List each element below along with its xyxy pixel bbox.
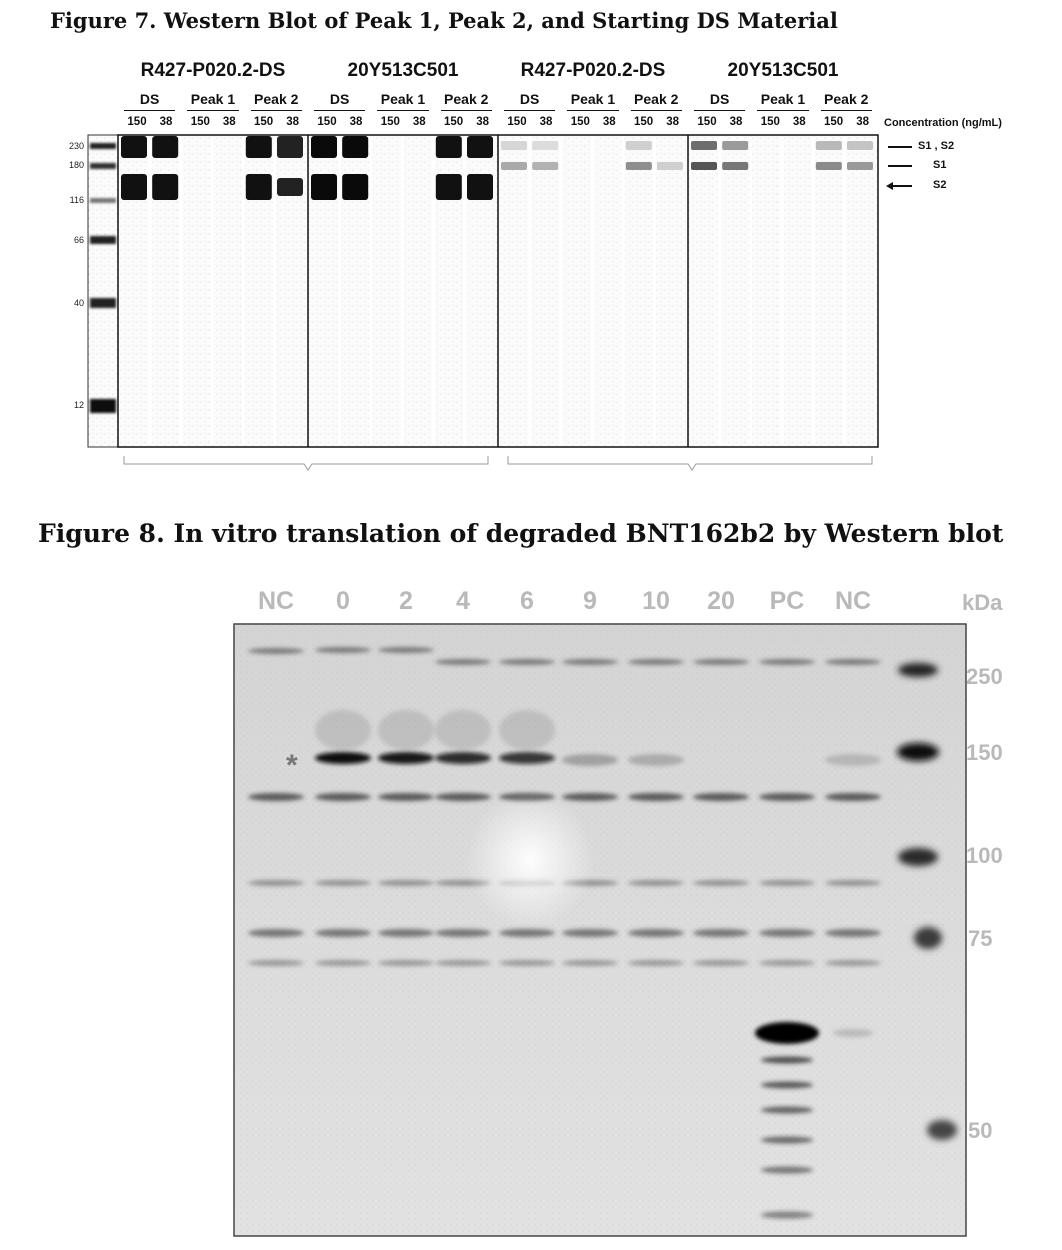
fig8-band <box>562 659 618 665</box>
fig7-conc-label: 150 <box>634 116 654 128</box>
fig8-band <box>759 793 815 801</box>
fig8-band <box>315 647 371 653</box>
fig8-band <box>435 710 491 750</box>
fig8-band <box>628 754 684 766</box>
fig7-sub-label-peak1: Peak 1 <box>190 91 236 107</box>
fig7-sub-label-peak2: Peak 2 <box>444 91 489 107</box>
fig7-sub-label-peak1: Peak 1 <box>570 91 616 107</box>
fig8-band <box>693 960 749 966</box>
fig7-conc-label: 150 <box>127 116 147 128</box>
fig8-band <box>761 1212 813 1219</box>
fig8-band <box>315 752 371 764</box>
fig8-band <box>628 880 684 886</box>
figure8-title: Figure 8. In vitro translation of degraded BNT162b2 by Western blot <box>38 519 1004 548</box>
fig7-ladder-tick-230: 230 <box>68 141 84 151</box>
fig8-band <box>315 793 371 801</box>
fig7-ladder-tick-12: 12 <box>73 400 84 410</box>
fig8-band <box>755 1022 819 1044</box>
fig8-band <box>315 929 371 937</box>
fig7-marker-s1: S1 <box>933 159 947 171</box>
fig7-marker-s1s2: S1 , S2 <box>918 140 955 152</box>
fig7-conc-label: 38 <box>476 116 489 128</box>
fig8-band <box>759 929 815 937</box>
fig8-band <box>562 793 618 801</box>
fig7-group-label-1: R427-P020.2-DS <box>140 60 286 81</box>
fig8-lane-label: 2 <box>399 587 413 615</box>
fig8-band <box>825 880 881 886</box>
fig8-band <box>499 929 555 937</box>
fig8-lane-label: 4 <box>456 587 470 615</box>
fig8-band <box>759 960 815 966</box>
fig8-band <box>315 710 371 750</box>
fig8-band <box>248 880 304 886</box>
fig8-band <box>759 659 815 665</box>
fig8-band <box>693 929 749 937</box>
fig8-band <box>315 960 371 966</box>
figure7-title: Figure 7. Western Blot of Peak 1, Peak 2, and Starting DS Material <box>50 8 838 33</box>
fig7-conc-label: 150 <box>570 116 590 128</box>
fig8-band <box>435 960 491 966</box>
fig7-ladder-tick-40: 40 <box>73 298 84 308</box>
fig8-kda-150: 150 <box>966 740 1003 765</box>
fig8-band <box>628 929 684 937</box>
fig7-conc-label: 38 <box>286 116 299 128</box>
fig7-conc-label: 38 <box>159 116 173 128</box>
fig8-kda-100: 100 <box>966 843 1003 868</box>
fig8-band <box>435 929 491 937</box>
fig7-ladder-tick-116: 116 <box>69 195 84 205</box>
fig7-conc-label: 150 <box>254 116 274 128</box>
fig7-conc-label: 38 <box>412 116 426 128</box>
fig8-band <box>499 960 555 966</box>
fig8-band <box>315 880 371 886</box>
fig7-conc-label: 38 <box>792 116 806 128</box>
fig7-sub-label-peak2: Peak 2 <box>254 91 299 107</box>
fig7-conc-label: 38 <box>666 116 679 128</box>
fig7-conc-label: 38 <box>539 116 553 128</box>
fig8-lane-label: 0 <box>336 587 350 615</box>
fig8-band <box>693 659 749 665</box>
fig7-group-label-3: R427-P020.2-DS <box>520 60 666 81</box>
fig8-asterisk: * <box>286 749 298 782</box>
fig8-lane-label: 20 <box>707 587 735 615</box>
fig8-band <box>248 960 304 966</box>
fig8-band <box>825 929 881 937</box>
fig8-lane-label: NC <box>257 587 295 615</box>
fig7-conc-label: 150 <box>380 116 400 128</box>
fig7-conc-label: 150 <box>444 116 464 128</box>
fig8-band <box>693 880 749 886</box>
fig8-band <box>761 1107 813 1114</box>
fig7-conc-label: 38 <box>222 116 236 128</box>
fig8-lane-label: 6 <box>520 587 534 615</box>
fig8-band <box>761 1167 813 1174</box>
fig8-band <box>378 929 434 937</box>
fig8-band <box>562 960 618 966</box>
fig8-kda-75: 75 <box>968 926 993 951</box>
fig8-band <box>248 929 304 937</box>
fig8-band <box>378 793 434 801</box>
fig8-band <box>435 752 491 764</box>
fig8-band <box>499 752 555 764</box>
fig8-band <box>833 1029 873 1037</box>
fig7-sub-label-peak1: Peak 1 <box>380 91 426 107</box>
fig8-band <box>759 880 815 886</box>
fig7-ladder-tick-66: 66 <box>73 235 84 245</box>
fig8-lane-label: PC <box>769 587 805 615</box>
fig8-band <box>378 752 434 764</box>
fig7-sub-label-ds: DS <box>139 91 160 107</box>
fig8-band <box>825 754 881 766</box>
fig7-sub-label-ds: DS <box>709 91 730 107</box>
fig8-band <box>378 647 434 653</box>
fig7-group-label-4: 20Y513C501 <box>727 60 839 81</box>
fig8-band <box>499 659 555 665</box>
fig8-band <box>761 1057 813 1064</box>
fig8-band <box>562 754 618 766</box>
fig7-ladder-tick-180: 180 <box>68 160 84 170</box>
fig8-kda-unit: kDa <box>962 590 1003 615</box>
fig7-conc-label: 38 <box>349 116 363 128</box>
fig7-conc-label: 150 <box>317 116 337 128</box>
fig7-conc-label: 150 <box>824 116 844 128</box>
fig7-group-label-2: 20Y513C501 <box>347 60 459 81</box>
fig8-band <box>761 1137 813 1144</box>
fig8-band <box>435 793 491 801</box>
fig8-band <box>628 659 684 665</box>
fig8-band <box>378 710 434 750</box>
fig7-sub-label-peak2: Peak 2 <box>634 91 679 107</box>
fig8-band <box>248 793 304 801</box>
fig8-band <box>248 648 304 654</box>
fig8-band <box>825 659 881 665</box>
fig8-band <box>628 793 684 801</box>
fig7-conc-label: 150 <box>507 116 527 128</box>
fig7-sub-label-peak1: Peak 1 <box>760 91 806 107</box>
fig8-lane-label: 9 <box>583 587 597 615</box>
fig7-sub-label-ds: DS <box>519 91 540 107</box>
fig8-kda-50: 50 <box>968 1118 993 1143</box>
fig7-concentration-label: Concentration (ng/mL) <box>884 117 1002 129</box>
fig8-band <box>378 880 434 886</box>
fig7-conc-label: 150 <box>760 116 780 128</box>
fig7-conc-label: 150 <box>697 116 717 128</box>
fig7-conc-label: 38 <box>729 116 743 128</box>
fig7-conc-label: 38 <box>602 116 616 128</box>
fig8-band <box>825 960 881 966</box>
fig7-sub-label-peak2: Peak 2 <box>824 91 869 107</box>
fig8-band <box>628 960 684 966</box>
fig8-band <box>499 710 555 750</box>
fig7-sub-label-ds: DS <box>329 91 350 107</box>
fig8-lane-label: 10 <box>642 587 670 615</box>
fig8-lane-label: NC <box>834 587 872 615</box>
fig7-conc-label: 38 <box>856 116 869 128</box>
fig8-band <box>825 793 881 801</box>
fig7-marker-s2: S2 <box>933 179 947 191</box>
fig8-band <box>378 960 434 966</box>
fig8-kda-250: 250 <box>966 664 1003 689</box>
fig8-band <box>693 793 749 801</box>
fig7-conc-label: 150 <box>190 116 210 128</box>
fig8-band <box>761 1082 813 1089</box>
fig8-band <box>562 929 618 937</box>
fig8-band <box>435 659 491 665</box>
